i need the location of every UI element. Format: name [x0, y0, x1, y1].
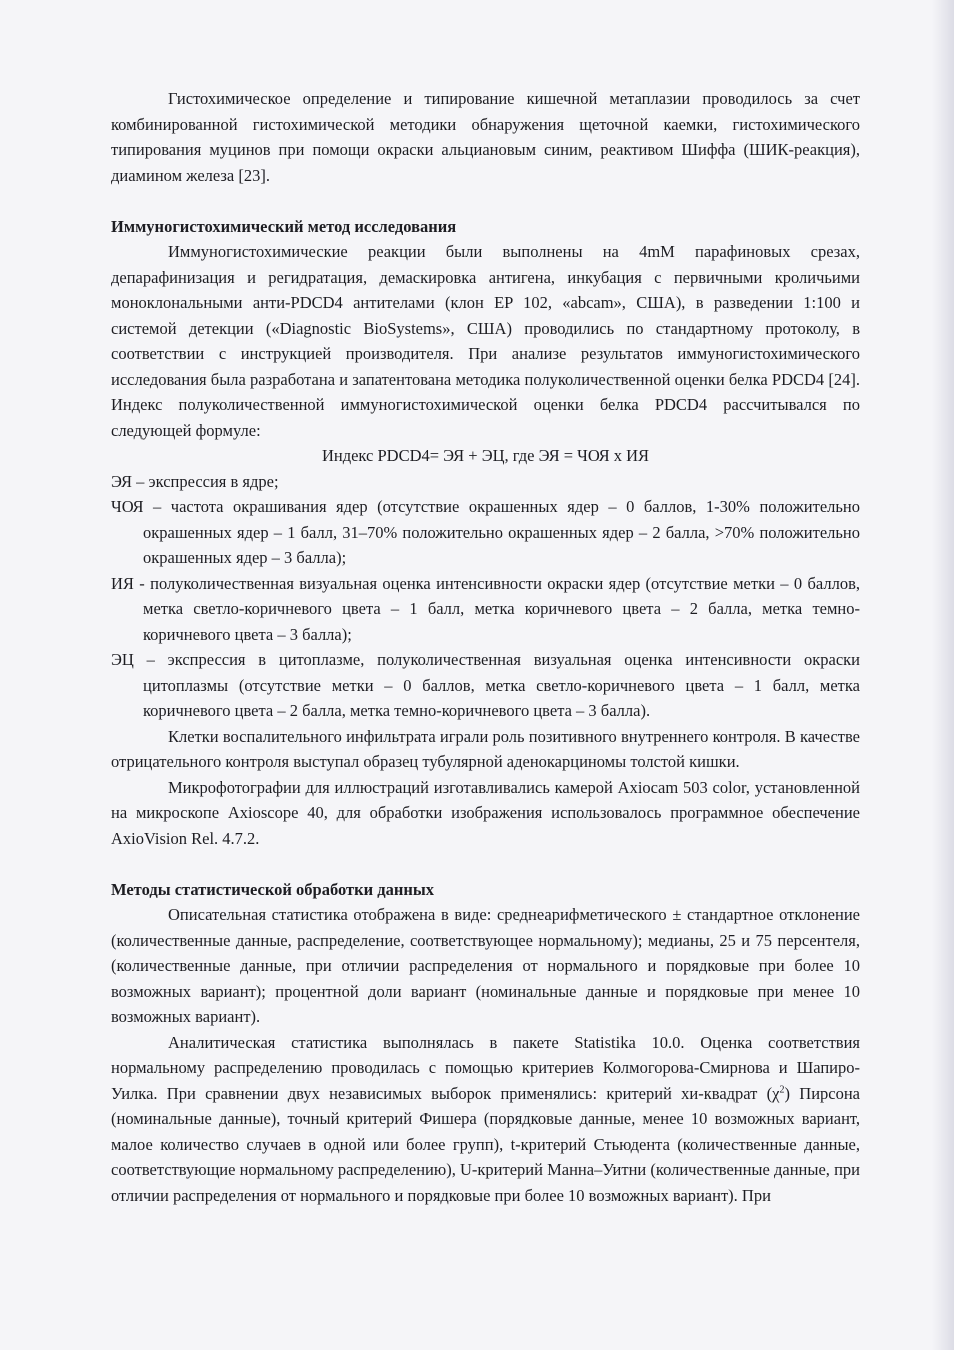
paragraph-histochemistry: Гистохимическое определение и типирование кишечной метаплазии проводилось за счет комбинированной гистохимической методики обнаружения щеточной каемки, гистохимического типирования муцинов при помощи окраски альциановым синим, реактивом Шиффа (ШИК-реакция), диамином железа [23]. — [111, 89, 860, 185]
analytical-text-part-2: ) Пирсона (номинальные данные), точный критерий Фишера (порядковые данные, менее 10 возможных вариант, малое количество случаев в одной или более групп), t-критерий Стьюдента (количественные данные, соответствующие нормальному распределению), U-критерий Манна–Уитни (количественные данные, при отличии распределения от нормального и порядковые при более 10 возможных вариант). При — [111, 1083, 861, 1205]
definition-ey: ЭЯ – экспрессия в ядре; — [111, 471, 279, 491]
formula-pdcd4-index: Индекс PDCD4= ЭЯ + ЭЦ, где ЭЯ = ЧОЯ х ИЯ — [321, 446, 650, 465]
heading-statistics: Методы статистической обработки данных — [111, 879, 434, 899]
paragraph-ihc-reactions: Иммуногистохимические реакции были выполнены на 4mM парафиновых срезах, депарафинизация и регидратация, демаскировка антигена, инкубация с первичными кроличьими моноклональными анти-PDCD4 антителами (клон EP 102, «abcam», США), в разведении 1:100 и системой детекции («Diagnostic BioSystems», США) проводились по стандартному протоколу, в соответствии с инструкцией производителя. При анализе результатов иммуногистохимического исследования была разработана и запатентована методика полуколичественной оценки белка PDCD4 [24]. Индекс полуколичественной иммуногистохимической оценки белка PDCD4 рассчитывался по следующей формуле: — [111, 242, 860, 440]
paragraph-analytical-statistics — [111, 1030, 860, 1209]
spacer — [111, 851, 860, 877]
definition-choy: ЧОЯ – частота окрашивания ядер (отсутствие окрашенных ядер – 0 баллов, 1-30% положительно окрашенных ядер – 1 балл, 31–70% положительно окрашенных ядер – 2 балла, >70% положительно окрашенных ядер – 3 балла); — [111, 497, 860, 567]
heading-immunohistochemistry: Иммуногистохимический метод исследования — [111, 216, 457, 236]
page-edge-shadow — [932, 0, 954, 1350]
analytical-text-part-1: Аналитическая статистика выполнялась в пакете Statistika 10.0. Оценка соответствия нормальному распределению проводилась с помощью критериев Колмогорова-Смирнова и Шапиро-Уилка. При сравнении двух независимых выборок применялись: критерий хи-квадрат (χ — [111, 1032, 860, 1103]
spacer — [111, 188, 860, 214]
paragraph-descriptive-statistics: Описательная статистика отображена в виде: среднеарифметического ± стандартное отклонение (количественные данные, распределение, соответствующее нормальному); медианы, 25 и 75 персентеля, (количественные данные, при отличии распределения от нормального и порядковые при более 10 возможных вариант); процентной доли вариант (номинальные данные и порядковые при менее 10 возможных вариант). — [111, 905, 860, 1026]
document-body — [111, 86, 860, 1208]
superscript-2: 2 — [779, 1084, 785, 1095]
paragraph-microphotography: Микрофотографии для иллюстраций изготавливались камерой Axiocam 503 color, установленной на микроскопе Axioscope 40, для обработки изображения использовалось программное обеспечение AxioVision Rel. 4.7.2. — [111, 777, 860, 848]
definition-iy: ИЯ - полуколичественная визуальная оценка интенсивности окраски ядер (отсутствие метки – 0 баллов, метка светло-коричневого цвета – 1 балл, метка коричневого цвета – 2 балла, метка темно-коричневого цвета – 3 балла); — [111, 573, 860, 644]
paragraph-controls: Клетки воспалительного инфильтрата играли роль позитивного внутреннего контроля. В качестве отрицательного контроля выступал образец тубулярной аденокарциномы толстой кишки. — [111, 726, 860, 771]
definition-ec: ЭЦ – экспрессия в цитоплазме, полуколичественная визуальная оценка интенсивности окраски цитоплазмы (отсутствие метки – 0 баллов, метка светло-коричневого цвета – 1 балл, метка коричневого цвета – 2 балла, метка темно-коричневого цвета – 3 балла). — [111, 650, 860, 720]
